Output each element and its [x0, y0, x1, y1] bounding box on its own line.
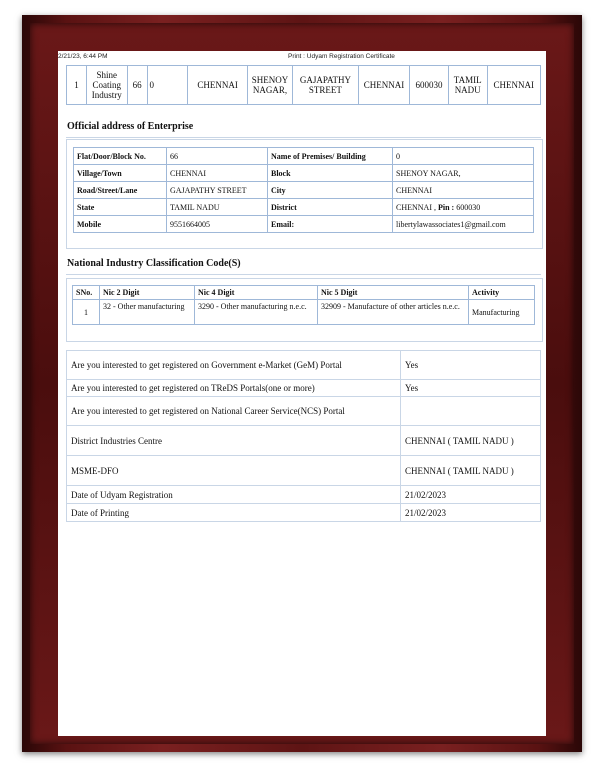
detail-value: CHENNAI ( TAMIL NADU ) [401, 456, 541, 486]
detail-label: Are you interested to get registered on Government e-Market (GeM) Portal [67, 351, 401, 380]
table-cell: GAJAPATHY STREET [292, 66, 358, 105]
table-row [67, 456, 541, 486]
table-cell: TAMIL NADU [448, 66, 487, 105]
field-value: TAMIL NADU [167, 199, 268, 216]
unit-location-table [66, 65, 541, 105]
nic-title: National Industry Classification Code(S) [67, 258, 241, 269]
table-row [67, 397, 541, 426]
table-row [74, 148, 534, 165]
print-timestamp: 2/21/23, 6:44 PM [58, 53, 108, 60]
field-value: 9551664005 [167, 216, 268, 233]
detail-label: Are you interested to get registered on National Career Service(NCS) Portal [67, 397, 401, 426]
table-cell: 3290 - Other manufacturing n.e.c. [195, 300, 318, 325]
table-cell: CHENNAI [188, 66, 248, 105]
registration-details-table [66, 350, 541, 522]
print-title: Print : Udyam Registration Certificate [288, 53, 395, 60]
table-row [74, 165, 534, 182]
detail-value: 21/02/2023 [401, 504, 541, 522]
table-cell: SHENOY NAGAR, [247, 66, 292, 105]
table-row [67, 504, 541, 522]
nic-box [66, 278, 543, 342]
table-cell: 1 [67, 66, 87, 105]
field-value: 0 [393, 148, 534, 165]
field-value: 66 [167, 148, 268, 165]
table-row [67, 351, 541, 380]
detail-value: CHENNAI ( TAMIL NADU ) [401, 426, 541, 456]
field-label: City [268, 182, 393, 199]
detail-label: Are you interested to get registered on TReDS Portals(one or more) [67, 380, 401, 397]
field-label: Road/Street/Lane [74, 182, 167, 199]
field-value: SHENOY NAGAR, [393, 165, 534, 182]
column-header: SNo. [73, 286, 100, 300]
table-cell: 32909 - Manufacture of other articles n.e.c. [318, 300, 469, 325]
field-label: District [268, 199, 393, 216]
detail-value: Yes [401, 351, 541, 380]
column-header: Nic 2 Digit [100, 286, 195, 300]
table-row [67, 380, 541, 397]
detail-label: District Industries Centre [67, 426, 401, 456]
column-header: Activity [469, 286, 535, 300]
field-value: CHENNAI [393, 182, 534, 199]
certificate-page [58, 51, 546, 736]
detail-label: Date of Udyam Registration [67, 486, 401, 504]
field-label: Flat/Door/Block No. [74, 148, 167, 165]
field-label: Email: [268, 216, 393, 233]
table-cell: 0 [147, 66, 188, 105]
official-address-table [73, 147, 534, 233]
table-row [74, 182, 534, 199]
table-cell: Manufacturing [469, 300, 535, 325]
pin-value: 600030 [454, 202, 481, 212]
detail-value [401, 397, 541, 426]
pin-label: Pin : [438, 202, 455, 212]
table-row [67, 66, 541, 105]
divider [66, 274, 541, 275]
table-row [67, 426, 541, 456]
field-value: GAJAPATHY STREET [167, 182, 268, 199]
table-cell: 1 [73, 300, 100, 325]
table-cell: CHENNAI [358, 66, 409, 105]
detail-value: 21/02/2023 [401, 486, 541, 504]
field-label: State [74, 199, 167, 216]
divider [66, 137, 541, 138]
field-label: Block [268, 165, 393, 182]
table-cell: 32 - Other manufacturing [100, 300, 195, 325]
official-address-title: Official address of Enterprise [67, 121, 194, 132]
district-value: CHENNAI , [396, 202, 438, 212]
table-row [73, 300, 535, 325]
table-cell: 66 [127, 66, 147, 105]
table-cell: 600030 [410, 66, 449, 105]
table-cell: CHENNAI [487, 66, 540, 105]
detail-label: MSME-DFO [67, 456, 401, 486]
official-address-box [66, 139, 543, 249]
column-header: Nic 4 Digit [195, 286, 318, 300]
nic-table [72, 285, 535, 325]
table-row [74, 216, 534, 233]
field-label: Mobile [74, 216, 167, 233]
field-value: CHENNAI [167, 165, 268, 182]
detail-label: Date of Printing [67, 504, 401, 522]
table-row [74, 199, 534, 216]
detail-value: Yes [401, 380, 541, 397]
table-row [67, 486, 541, 504]
field-label: Village/Town [74, 165, 167, 182]
table-header-row [73, 286, 535, 300]
column-header: Nic 5 Digit [318, 286, 469, 300]
field-label: Name of Premises/ Building [268, 148, 393, 165]
field-value: libertylawassociates1@gmail.com [393, 216, 534, 233]
field-value [393, 199, 534, 216]
print-header [58, 53, 546, 63]
table-cell: Shine Coating Industry [86, 66, 127, 105]
